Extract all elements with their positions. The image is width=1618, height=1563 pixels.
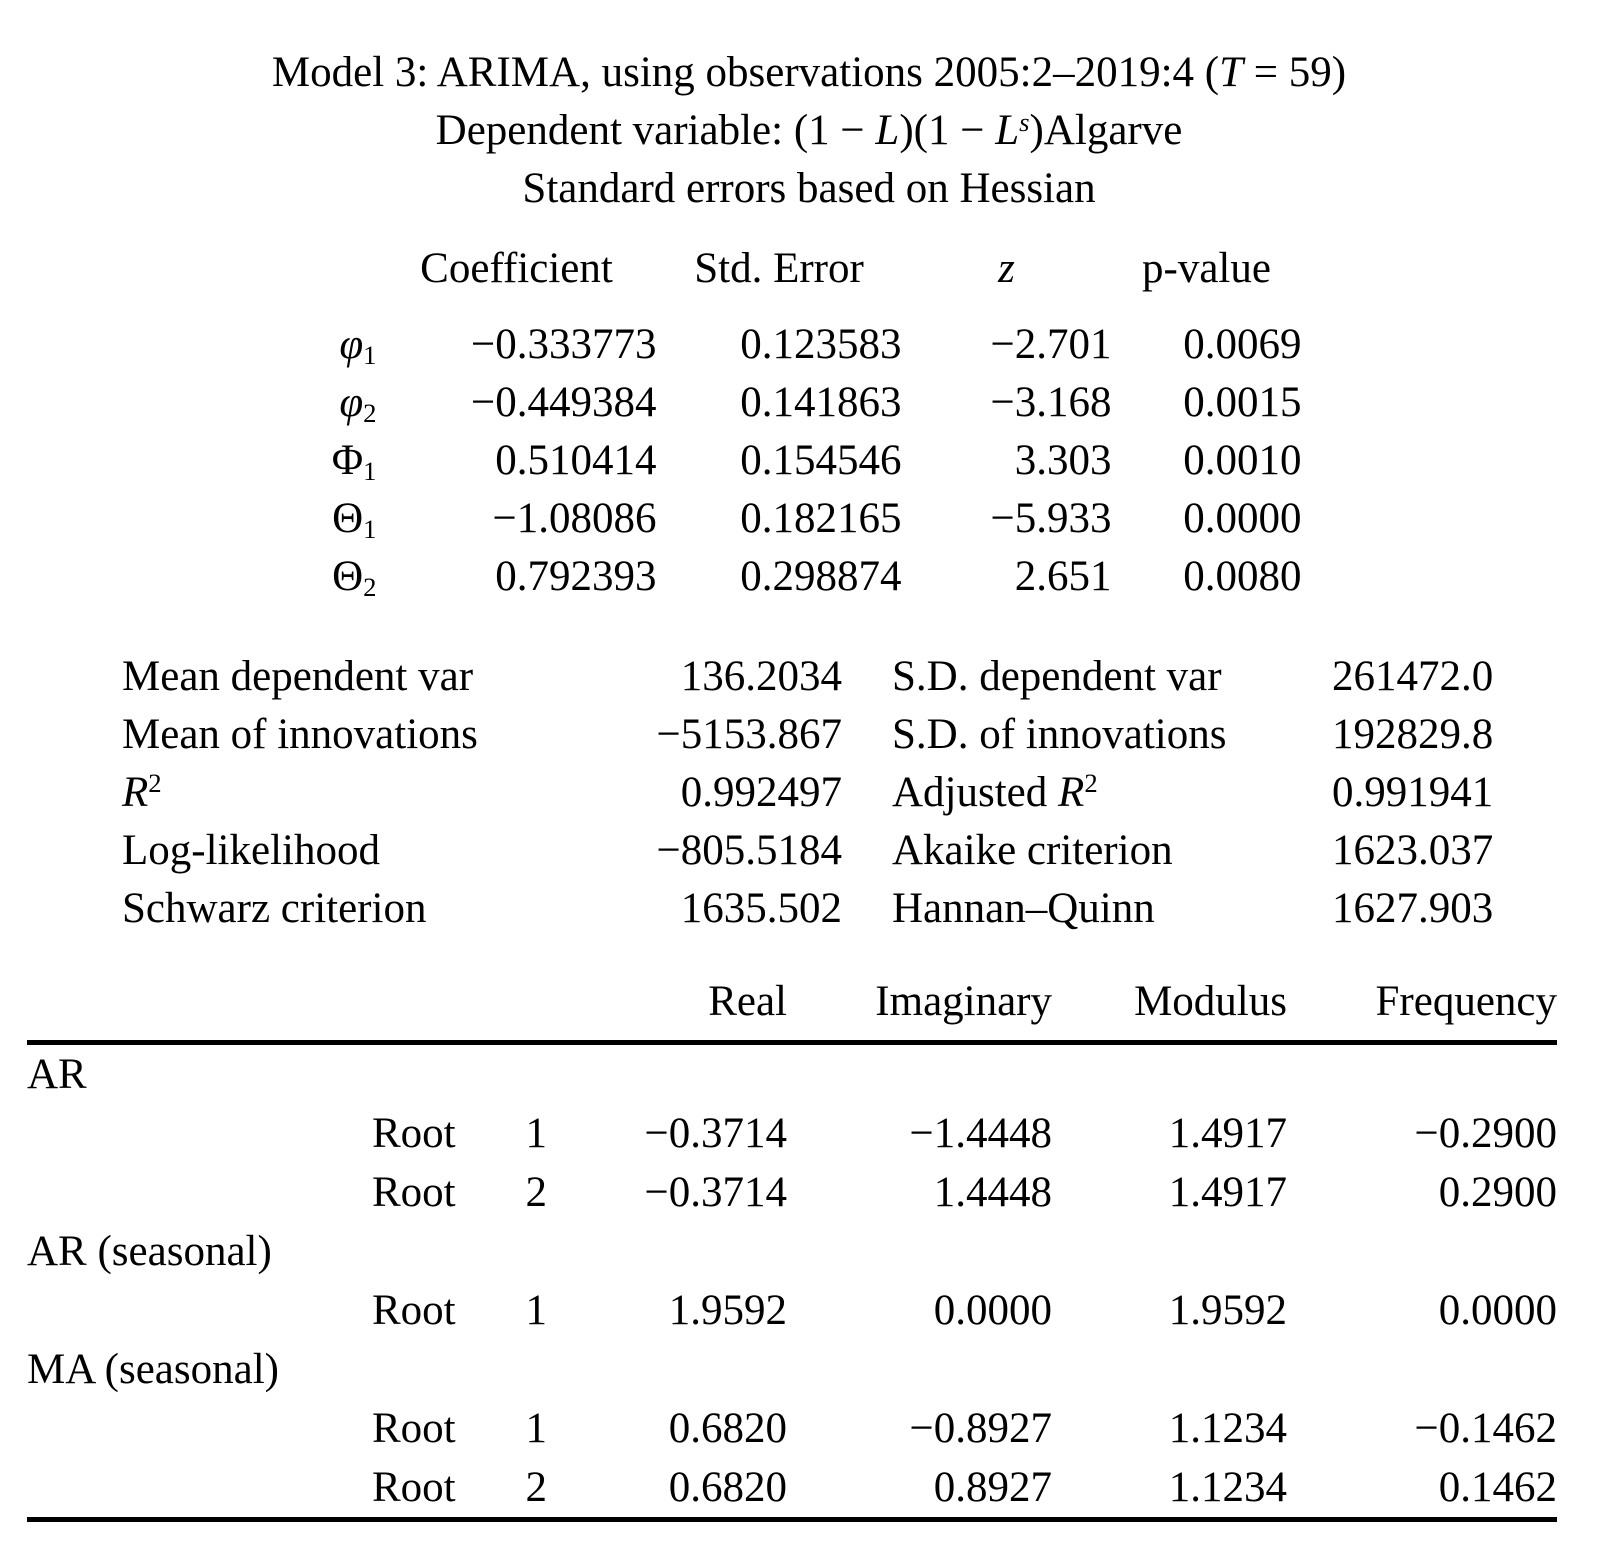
stat-value: 0.991941 [1332,768,1494,816]
section-label-ar: AR [27,1051,87,1098]
real-column-header: Real [547,977,787,1043]
coef-row [317,547,1302,605]
z-value: −2.701 [990,320,1112,368]
stat-value: 261472.0 [1332,652,1494,700]
param-symbol [317,373,377,431]
coefficient-value: 0.510414 [495,436,657,484]
column-gap [842,647,892,705]
stderror-value: 0.182165 [740,494,902,542]
z-column-header: z [998,245,1015,292]
stat-label: Mean dependent var [122,652,474,700]
modulus-value: 1.1234 [1168,1405,1287,1452]
root-row [27,1163,1557,1222]
title-block [0,0,1618,218]
summary-statistics-table [122,647,1582,937]
sample-size-symbol: T [1219,49,1244,96]
row-indent [27,1163,372,1222]
stat-value: 0.992497 [680,768,842,816]
dependent-variable-name: )Algarve [1029,107,1183,154]
frequency-value: −0.1462 [1414,1405,1557,1452]
section-row [27,1222,1557,1281]
imaginary-value: −1.4448 [909,1110,1052,1157]
stderr-note: Standard errors based on Hessian [522,165,1096,212]
root-row [27,1399,1557,1458]
modulus-value: 1.1234 [1052,1458,1287,1520]
coef-row [317,431,1302,489]
root-label: Root [372,1287,456,1334]
stat-label: Log-likelihood [122,826,380,874]
stat-row [122,879,1582,937]
coefficient-column-header: Coefficient [420,245,613,292]
real-value: 1.9592 [668,1287,787,1334]
real-value: 0.6820 [547,1458,787,1520]
param-symbol [317,431,377,489]
pvalue-value: 0.0015 [1183,378,1302,426]
phi-symbol: φ [339,320,364,368]
stat-row [122,763,1582,821]
lag-operator-symbol: L [875,107,900,154]
section-row [27,1340,1557,1399]
coef-row [317,489,1302,547]
coefficient-table-header-row [317,244,1302,315]
param-subscript: 1 [363,340,377,371]
stderror-value: 0.154546 [740,436,902,484]
z-value: −5.933 [990,494,1112,542]
row-indent [27,1399,372,1458]
stat-value: 192829.8 [1332,710,1494,758]
column-gap [842,705,892,763]
row-indent [27,1104,372,1163]
pvalue-column-header: p-value [1142,245,1271,292]
modulus-value: 1.4917 [1168,1169,1287,1216]
stderror-value: 0.141863 [740,378,902,426]
stat-label: Hannan–Quinn [892,884,1155,932]
coef-row [317,315,1302,373]
column-gap [842,763,892,821]
stat-row [122,705,1582,763]
root-row [27,1104,1557,1163]
coefficient-value: −1.08086 [492,494,657,542]
root-number: 1 [525,1287,547,1334]
modulus-value: 1.9592 [1168,1287,1287,1334]
stat-value: 1635.502 [680,884,842,932]
r-squared-exponent: 2 [1084,768,1098,799]
stderror-value: 0.123583 [740,320,902,368]
real-value: −0.3714 [644,1110,787,1157]
dependent-variable-line [0,102,1618,160]
param-symbol [317,315,377,373]
stat-value: −805.5184 [656,826,842,874]
param-subscript: 2 [363,572,377,603]
frequency-value: 0.1462 [1287,1458,1557,1520]
coefficient-value: −0.333773 [470,320,657,368]
model-title [0,44,1618,102]
imaginary-column-header: Imaginary [787,977,1052,1043]
imaginary-value: 0.0000 [933,1287,1052,1334]
r-squared-symbol: R [122,768,149,816]
stat-label: Schwarz criterion [122,884,427,932]
root-number: 2 [487,1458,547,1520]
root-label: Root [372,1169,456,1216]
stat-row [122,821,1582,879]
seasonal-exponent: s [1019,106,1030,137]
param-symbol [317,489,377,547]
r-squared-symbol: R [1058,768,1085,816]
imaginary-value: −0.8927 [909,1405,1052,1452]
modulus-value: 1.4917 [1168,1110,1287,1157]
roots-table [27,977,1557,1522]
stderror-value: 0.298874 [740,552,902,600]
stat-label: Mean of innovations [122,710,478,758]
real-value: −0.3714 [644,1169,787,1216]
imaginary-value: 0.8927 [787,1458,1052,1520]
sample-size-value: = 59) [1243,49,1347,96]
capital-theta-symbol: Θ [332,552,364,600]
column-gap [842,821,892,879]
param-symbol [317,547,377,605]
root-number: 1 [525,1110,547,1157]
r-squared-exponent: 2 [148,768,162,799]
coefficient-value: −0.449384 [470,378,657,426]
z-value: −3.168 [990,378,1112,426]
stat-label [122,763,647,821]
stat-label: Akaike criterion [892,826,1173,874]
root-number: 2 [525,1169,547,1216]
frequency-value: 0.0000 [1438,1287,1557,1334]
frequency-column-header: Frequency [1287,977,1557,1043]
root-row [27,1458,1557,1520]
row-indent [27,1458,372,1520]
column-gap [842,879,892,937]
coef-row [317,373,1302,431]
lag-operator-symbol: L [995,107,1020,154]
stat-value: 136.2034 [680,652,842,700]
stat-label [892,763,1332,821]
stat-row [122,647,1582,705]
stat-label: S.D. dependent var [892,652,1222,700]
capital-theta-symbol: Θ [332,494,364,542]
frequency-value: 0.2900 [1438,1169,1557,1216]
stat-label: S.D. of innovations [892,710,1227,758]
stderror-column-header: Std. Error [694,245,864,292]
stat-value: 1627.903 [1332,884,1494,932]
dependent-variable-text: )(1 − [899,107,996,154]
dependent-variable-text: Dependent variable: (1 − [435,107,876,154]
stat-value: 1623.037 [1332,826,1494,874]
pvalue-value: 0.0080 [1183,552,1302,600]
z-value: 3.303 [1014,436,1112,484]
root-row [27,1281,1557,1340]
pvalue-value: 0.0069 [1183,320,1302,368]
imaginary-value: 1.4448 [933,1169,1052,1216]
param-subscript: 1 [363,514,377,545]
root-label: Root [372,1458,487,1520]
real-value: 0.6820 [668,1405,787,1452]
coefficient-table [317,244,1302,605]
coefficient-value: 0.792393 [495,552,657,600]
empty-header-cell [27,977,547,1043]
model-title-text: Model 3: ARIMA, using observations 2005:2–2019:4 ( [271,49,1220,96]
row-indent [27,1281,372,1340]
param-subscript: 1 [363,456,377,487]
z-value: 2.651 [1014,552,1112,600]
param-subscript: 2 [363,398,377,429]
root-label: Root [372,1405,456,1452]
section-label-ar-seasonal: AR (seasonal) [27,1228,272,1275]
capital-phi-symbol: Φ [331,436,364,484]
modulus-column-header: Modulus [1052,977,1287,1043]
section-label-ma-seasonal: MA (seasonal) [27,1346,279,1393]
stat-value: −5153.867 [656,710,842,758]
param-column-header [317,244,377,315]
root-number: 1 [525,1405,547,1452]
frequency-value: −0.2900 [1414,1110,1557,1157]
roots-header-row [27,977,1557,1043]
section-row [27,1043,1557,1105]
phi-symbol: φ [339,378,364,426]
root-label: Root [372,1110,456,1157]
pvalue-value: 0.0010 [1183,436,1302,484]
adjusted-label: Adjusted [892,768,1059,816]
pvalue-value: 0.0000 [1183,494,1302,542]
